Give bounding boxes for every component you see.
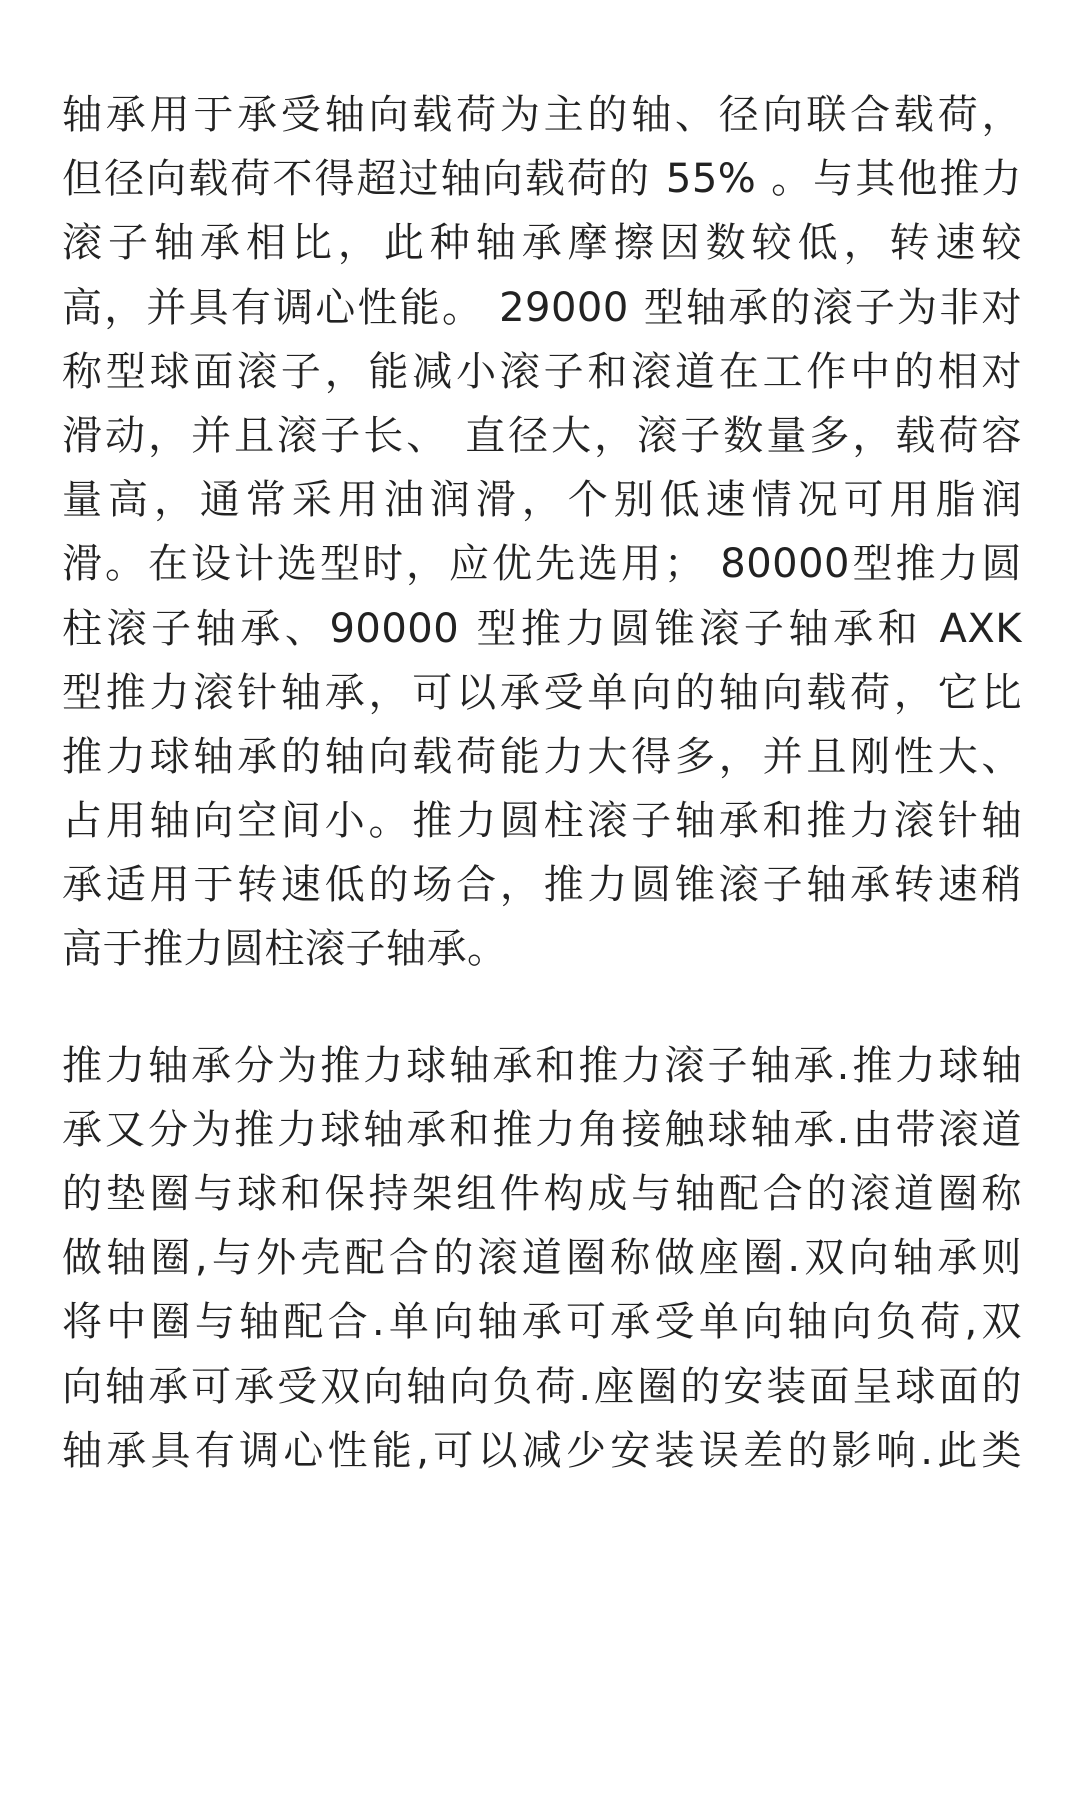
text-line: 称型球面滚子，能减小滚子和滚道在工作中的相对 <box>62 348 1022 395</box>
text-line: 但径向载荷不得超过轴向载荷的 55% 。与其他推力 <box>62 156 1022 203</box>
text-line: 量高，通常采用油润滑，个别低速情况可用脂润 <box>62 477 1022 524</box>
text-line: 柱滚子轴承、90000 型推力圆锥滚子轴承和 AXK <box>62 605 1022 652</box>
text-line: 滑动，并且滚子长、 直径大，滚子数量多，载荷容 <box>62 412 1022 459</box>
text-line: 轴承具有调心性能,可以减少安装误差的影响.此类 <box>62 1427 1022 1474</box>
text-line: 高，并具有调心性能。 29000 型轴承的滚子为非对 <box>62 284 1022 331</box>
text-line: 做轴圈,与外壳配合的滚道圈称做座圈.双向轴承则 <box>62 1235 1022 1282</box>
article-body <box>62 83 1022 1483</box>
text-line: 将中圈与轴配合.单向轴承可承受单向轴向负荷,双 <box>62 1299 1022 1346</box>
text-line: 承适用于转速低的场合，推力圆锥滚子轴承转速稍 <box>62 862 1022 909</box>
text-line: 推力轴承分为推力球轴承和推力滚子轴承.推力球轴 <box>62 1042 1022 1089</box>
text-line: 推力球轴承的轴向载荷能力大得多，并且刚性大、 <box>62 733 1022 780</box>
text-line: 轴承用于承受轴向载荷为主的轴、径向联合载荷， <box>62 92 1022 138</box>
paragraph-thrust-bearing-types <box>62 1034 1022 1483</box>
text-line: 型推力滚针轴承，可以承受单向的轴向载荷，它比 <box>62 669 1022 716</box>
text-line: 滑。在设计选型时，应优先选用； 80000型推力圆 <box>62 541 1022 588</box>
paragraph-thrust-roller-bearing <box>62 83 1022 982</box>
text-line: 向轴承可承受双向轴向负荷.座圈的安装面呈球面的 <box>62 1363 1022 1410</box>
text-line: 滚子轴承相比，此种轴承摩擦因数较低，转速较 <box>62 220 1022 267</box>
text-line: 占用轴向空间小。推力圆柱滚子轴承和推力滚针轴 <box>62 798 1022 845</box>
text-line: 的垫圈与球和保持架组件构成与轴配合的滚道圈称 <box>62 1171 1022 1217</box>
text-line: 高于推力圆柱滚子轴承。 <box>62 926 508 973</box>
text-line: 承又分为推力球轴承和推力角接触球轴承.由带滚道 <box>62 1106 1022 1153</box>
